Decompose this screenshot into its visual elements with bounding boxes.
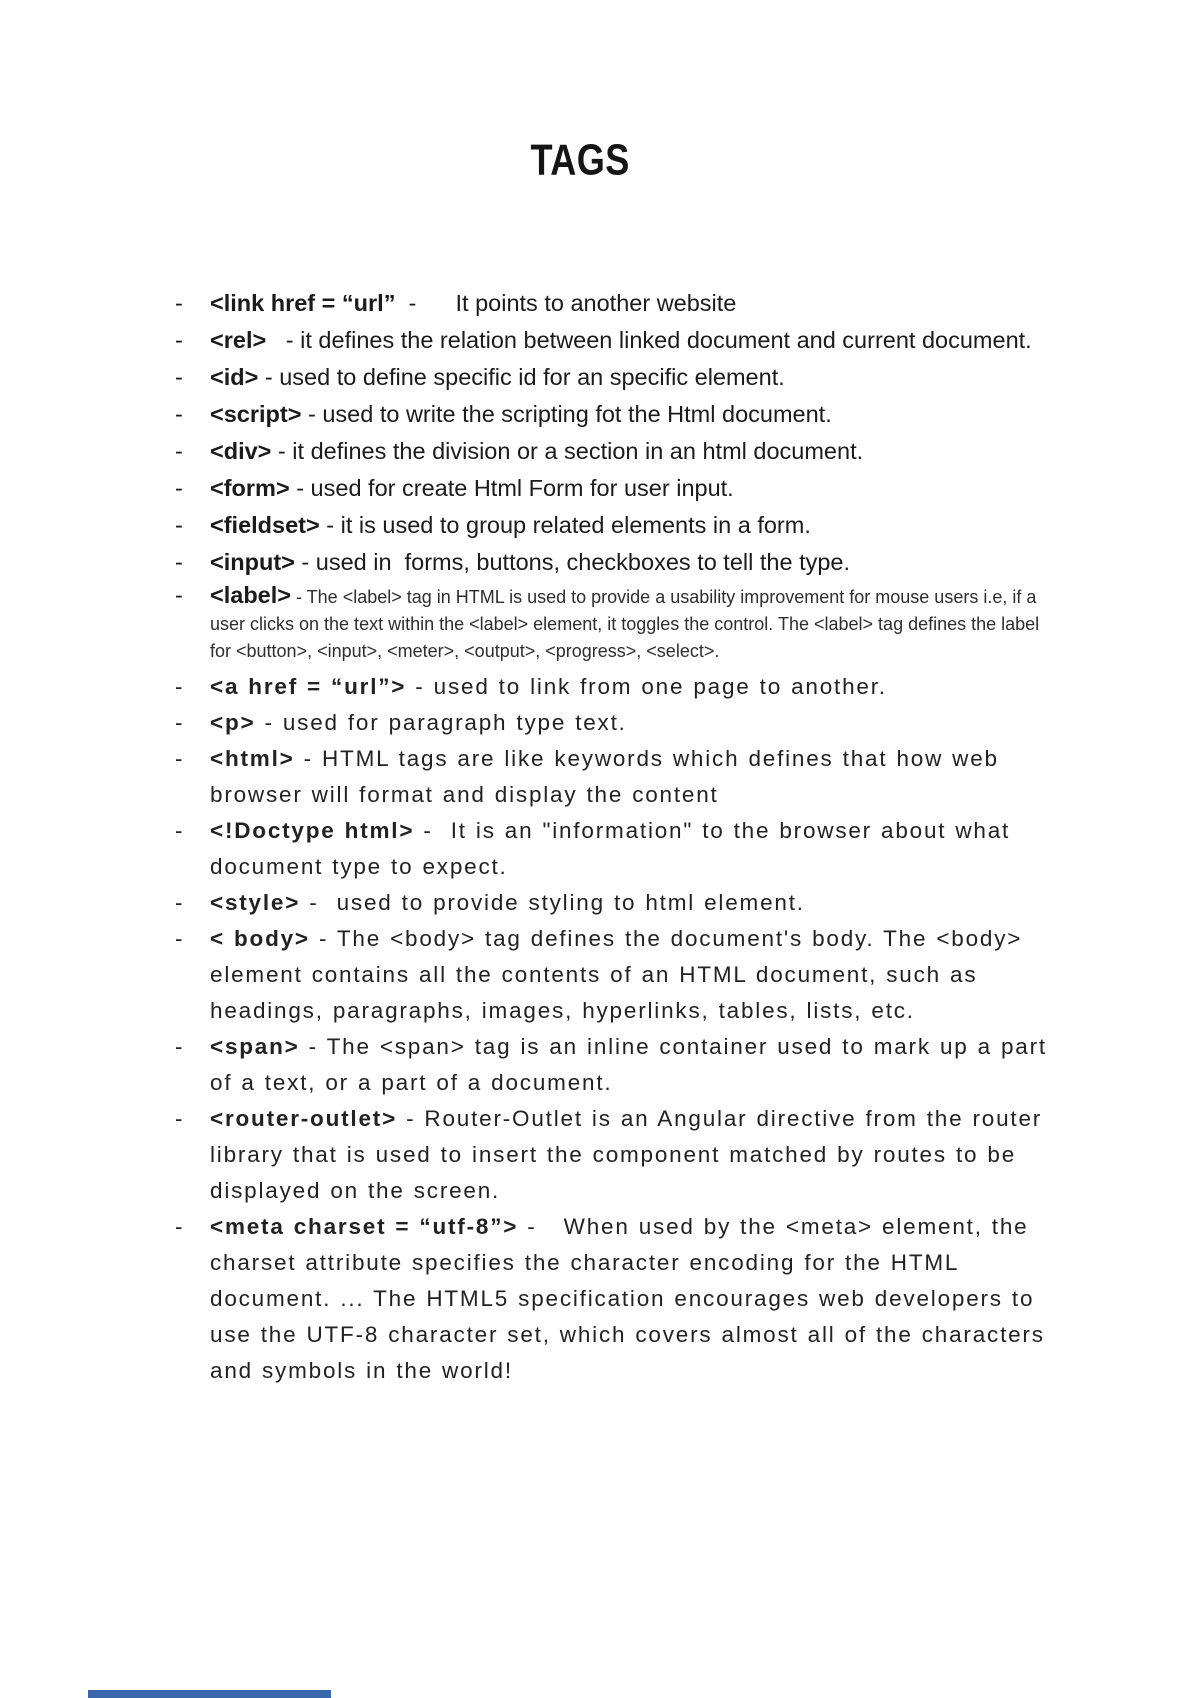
list-item xyxy=(175,813,1060,885)
tag-name: <input> xyxy=(210,549,295,575)
bullet-content xyxy=(210,1101,1060,1209)
bullet-content xyxy=(210,1029,1060,1101)
tag-name: <rel> xyxy=(210,327,267,353)
bullet-marker: - xyxy=(175,1214,183,1239)
list-item xyxy=(175,507,1060,544)
list-item xyxy=(175,1209,1060,1389)
list-item xyxy=(175,359,1060,396)
tag-name: <p> xyxy=(210,710,256,735)
tag-name: <id> xyxy=(210,364,259,390)
tag-name: <label> xyxy=(210,582,291,608)
tag-name: <!Doctype html> xyxy=(210,818,415,843)
bullet-content xyxy=(210,741,1060,813)
bullet-marker: - xyxy=(175,401,183,427)
list-item xyxy=(175,669,1060,705)
bullet-content xyxy=(210,669,1060,705)
bullet-content xyxy=(210,921,1060,1029)
tag-name: <script> xyxy=(210,401,302,427)
tag-name: <div> xyxy=(210,438,272,464)
bullet-marker: - xyxy=(175,512,183,538)
bullet-marker: - xyxy=(175,710,183,735)
list-item xyxy=(175,885,1060,921)
bullet-marker: - xyxy=(175,1106,183,1131)
tag-description: - used for create Html Form for user input. xyxy=(289,475,734,501)
title-row xyxy=(0,0,1160,185)
tag-description: - used to define specific id for an specific element. xyxy=(258,364,785,390)
tag-name: <meta charset = “utf-8”> xyxy=(210,1214,519,1239)
bullet-content xyxy=(210,396,1060,433)
tag-name: <router-outlet> xyxy=(210,1106,398,1131)
bullet-marker: - xyxy=(175,890,183,915)
list-item xyxy=(175,544,1060,581)
tag-name: <span> xyxy=(210,1034,300,1059)
page-title: TAGS xyxy=(530,135,630,185)
bullet-content xyxy=(210,885,1060,921)
bullet-content xyxy=(210,285,1060,322)
bullet-marker: - xyxy=(175,327,183,353)
tag-description: - used to provide styling to html element. xyxy=(300,890,805,915)
tag-description: - used for paragraph type text. xyxy=(255,710,627,735)
tag-description: - it is used to group related elements in a form. xyxy=(319,512,811,538)
list-item xyxy=(175,705,1060,741)
bullet-content xyxy=(210,322,1060,359)
list-item xyxy=(175,470,1060,507)
partial-blue-bar xyxy=(88,1690,331,1698)
bullet-marker: - xyxy=(175,290,183,316)
tag-description: - It points to another website xyxy=(395,290,737,316)
bullet-content xyxy=(210,544,1060,581)
bullet-marker: - xyxy=(175,475,183,501)
bullet-content xyxy=(210,1209,1060,1389)
tag-description: - Router-Outlet is an Angular directive from the router library that is used to insert the component matched by routes to be displayed on the screen. xyxy=(210,1106,1052,1203)
bullet-marker: - xyxy=(175,364,183,390)
bullet-content xyxy=(210,359,1060,396)
bullet-content xyxy=(210,582,1060,665)
bullet-content xyxy=(210,470,1060,507)
bullet-marker: - xyxy=(175,549,183,575)
list-item xyxy=(175,285,1060,322)
tag-description: - The <label> tag in HTML is used to provide a usability improvement for mouse users i.e, if a user clicks on the text within the <label> element, it toggles the control. The <label> tag defines the label for <button>, <input>, <meter>, <output>, <progress>, <select>. xyxy=(210,587,1045,661)
bullet-marker: - xyxy=(175,674,183,699)
list-item xyxy=(175,1101,1060,1209)
bullet-marker: - xyxy=(175,582,183,608)
tag-name: <form> xyxy=(210,475,290,501)
bullet-marker: - xyxy=(175,438,183,464)
tag-description: - used to link from one page to another. xyxy=(406,674,887,699)
list-item xyxy=(175,582,1060,665)
bullet-marker: - xyxy=(175,746,183,771)
list-item xyxy=(175,1029,1060,1101)
bullet-content xyxy=(210,507,1060,544)
list-item xyxy=(175,322,1060,359)
list-item xyxy=(175,396,1060,433)
tag-description: - It is an "information" to the browser about what document type to expect. xyxy=(210,818,1020,879)
tag-description: - it defines the division or a section in an html document. xyxy=(271,438,864,464)
tag-list xyxy=(175,285,1060,1389)
list-item xyxy=(175,433,1060,470)
bullet-content xyxy=(210,433,1060,470)
list-item xyxy=(175,741,1060,813)
tag-description: - it defines the relation between linked document and current document. xyxy=(266,327,1032,353)
tag-description: - The <span> tag is an inline container used to mark up a part of a text, or a part of a document. xyxy=(210,1034,1057,1095)
tag-description: - used to write the scripting fot the Html document. xyxy=(301,401,832,427)
list-item xyxy=(175,921,1060,1029)
tag-description: - When used by the <meta> element, the charset attribute specifies the character encoding for the HTML document. ... The HTML5 specification encourages web developers to use the UTF-8 character set, which covers almost all of the characters and symbols in the world! xyxy=(210,1214,1054,1383)
bullet-marker: - xyxy=(175,818,183,843)
tag-name: <html> xyxy=(210,746,295,771)
tag-name: < body> xyxy=(210,926,310,951)
tag-description: - The <body> tag defines the document's body. The <body> element contains all the contents of an HTML document, such as headings, paragraphs, images, hyperlinks, tables, lists, etc. xyxy=(210,926,1032,1023)
tag-name: <a href = “url”> xyxy=(210,674,407,699)
bullet-marker: - xyxy=(175,926,183,951)
bullet-marker: - xyxy=(175,1034,183,1059)
tag-name: <link href = “url” xyxy=(210,290,396,316)
bullet-content xyxy=(210,705,1060,741)
tag-name: <style> xyxy=(210,890,301,915)
tag-name: <fieldset> xyxy=(210,512,320,538)
bullet-content xyxy=(210,813,1060,885)
tag-description: - HTML tags are like keywords which defines that how web browser will format and display the content xyxy=(210,746,1008,807)
tag-description: - used in forms, buttons, checkboxes to tell the type. xyxy=(294,549,851,575)
